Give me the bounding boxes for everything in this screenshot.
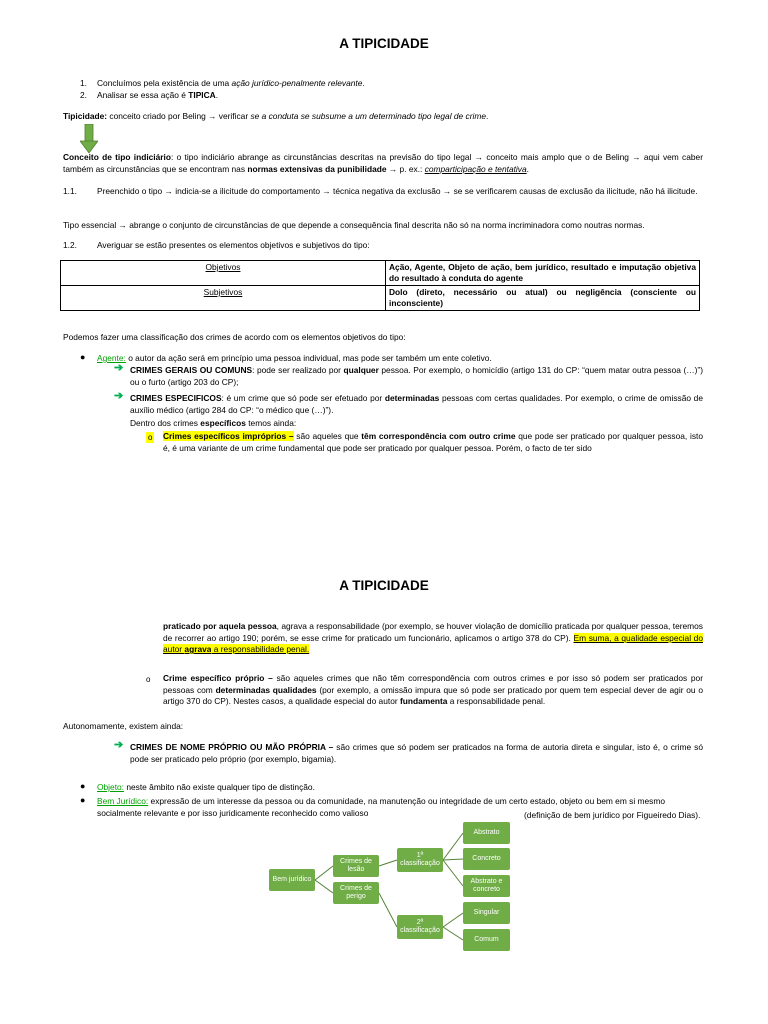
list-item: 1. Concluímos pela existência de uma ação jurídico-penalmente relevante. [80, 78, 365, 88]
bullet-icon: ● [80, 781, 86, 791]
diagram-node-singular: Singular [463, 902, 510, 924]
autonomamente-text: Autonomamente, existem ainda: [63, 721, 184, 731]
diagram-node-crimes-lesao: Crimes de lesão [333, 855, 379, 877]
list-item: 2. Analisar se essa ação é TIPICA. [80, 89, 219, 100]
page-title: A TIPICIDADE [339, 578, 429, 593]
table-cell: Dolo (direto, necessário ou atual) ou negligência (consciente ou inconsciente) [386, 285, 700, 310]
diagram-node-class-2: 2ª classificação [397, 915, 443, 939]
bullet-icon: ● [80, 352, 86, 362]
bem-juridico-tail: (definição de bem jurídico por Figueiredo Dias). [524, 810, 701, 820]
bem-juridico-item: Bem Jurídico: expressão de um interesse da pessoa ou da comunidade, na manutenção ou integridade de um certo estado, objeto ou bem em si mesmo socialmente relevante e por isso juridicamente reconhecido como valioso [97, 796, 665, 818]
bullet-icon: ● [80, 795, 86, 805]
diagram-node-comum: Comum [463, 929, 510, 951]
tipicidade-paragraph: Tipicidade: conceito criado por Beling → verificar se a conduta se subsume a um determinado tipo legal de crime. [63, 111, 489, 121]
tipo-essencial-paragraph: Tipo essencial → abrange o conjunto de circunstâncias de que depende a consequência final descrita não só na norma incriminadora como noutras normas. [63, 220, 645, 230]
arrow-right-icon: ➔ [114, 739, 124, 751]
diagram-node-crimes-perigo: Crimes de perigo [333, 882, 379, 904]
sub-bullet-icon: o [146, 675, 151, 684]
improprios-item: Crimes específicos impróprios – são aqueles que têm correspondência com outro crime que pode ser praticado por qualquer pessoa, isto é, é uma variante de um crime fundamental que pode ser praticado por qualquer pessoa. Porém, o facto de ter sido [163, 431, 703, 453]
crimes-especificos-item: CRIMES ESPECIFICOS: é um crime que só pode ser efetuado por determinadas pessoas com certas qualidades. Por exemplo, o crime de omissão de auxílio médico (artigo 284 do CP: “o médico que (…)”). [130, 393, 703, 415]
conceito-paragraph: Conceito de tipo indiciário: o tipo indiciário abrange as circunstâncias descritas na previsão do tipo legal → conceito mais amplo que o de Beling → aqui vem caber também as circunstâncias que se encontram nas normas extensivas da punibilidade → p. ex.: comparticipação e tentativa. [63, 152, 703, 174]
diagram-node-abstrato-concreto: Abstrato e concreto [463, 875, 510, 897]
sub-bullet-icon: o [148, 433, 153, 442]
item-1-1: 1.1. Preenchido o tipo → indicia-se a ilicitude do comportamento → técnica negativa da exclusão → se se verificarem causas de exclusão da ilicitude, não há ilicitude. [63, 186, 698, 196]
continuation-paragraph: praticado por aquela pessoa, agrava a responsabilidade (por exemplo, se houver violação de domicílio praticada por qualquer pessoa, teremos de recorrer ao artigo 190; porém, se esse crime for praticado um funcionário, aplicamos o artigo 378 do CP). Em suma, a qualidade especial do autor agrava a responsabilidade penal. [163, 621, 703, 655]
diagram-node-bem-juridico: Bem jurídico [269, 869, 315, 891]
table-cell: Ação, Agente, Objeto de ação, bem jurídico, resultado e imputação objetiva do resultado à conduta do agente [386, 261, 700, 286]
proprio-item: Crime específico próprio – são aqueles crimes que não têm correspondência com outros crimes e por isso só podem ser praticados por pessoas com determinadas qualidades (por exemplo, a omissão impura que só pode ser praticado por quem tem especial dever de agir ou o artigo 370 do CP). Nestes casos, a qualidade especial do autor fundamenta a responsabilidade penal. [163, 673, 703, 707]
table-cell: Objetivos [61, 261, 386, 286]
agente-item: Agente: o autor da ação será em princípio uma pessoa individual, mas pode ser também um ente coletivo. [97, 353, 492, 363]
table-cell: Subjetivos [61, 285, 386, 310]
classificacao-paragraph: Podemos fazer uma classificação dos crimes de acordo com os elementos objetivos do tipo: [63, 332, 406, 342]
item-1-2: 1.2. Averiguar se estão presentes os elementos objetivos e subjetivos do tipo: [63, 240, 370, 250]
crimes-gerais-item: CRIMES GERAIS OU COMUNS: pode ser realizado por qualquer pessoa. Por exemplo, o homicídio (artigo 131 do CP: “quem matar outra pessoa (…)”) ou o furto (artigo 203 do CP); [130, 365, 704, 387]
objeto-item: Objeto: neste âmbito não existe qualquer tipo de distinção. [97, 782, 315, 792]
mao-propria-item: CRIMES DE NOME PRÓPRIO OU MÃO PRÓPRIA – são crimes que só podem ser praticados na forma de autoria direta e singular, isto é, o crime só pode ser praticado pelo próprio (por exemplo, bigamia). [130, 742, 703, 764]
dentro-text: Dentro dos crimes específicos temos ainda: [130, 418, 297, 428]
diagram-node-abstrato: Abstrato [463, 822, 510, 844]
diagram-node-class-1: 1ª classificação [397, 848, 443, 872]
arrow-right-icon: ➔ [114, 362, 124, 374]
arrow-right-icon: ➔ [114, 390, 124, 402]
diagram-node-concreto: Concreto [463, 848, 510, 870]
page-title: A TIPICIDADE [339, 36, 429, 51]
